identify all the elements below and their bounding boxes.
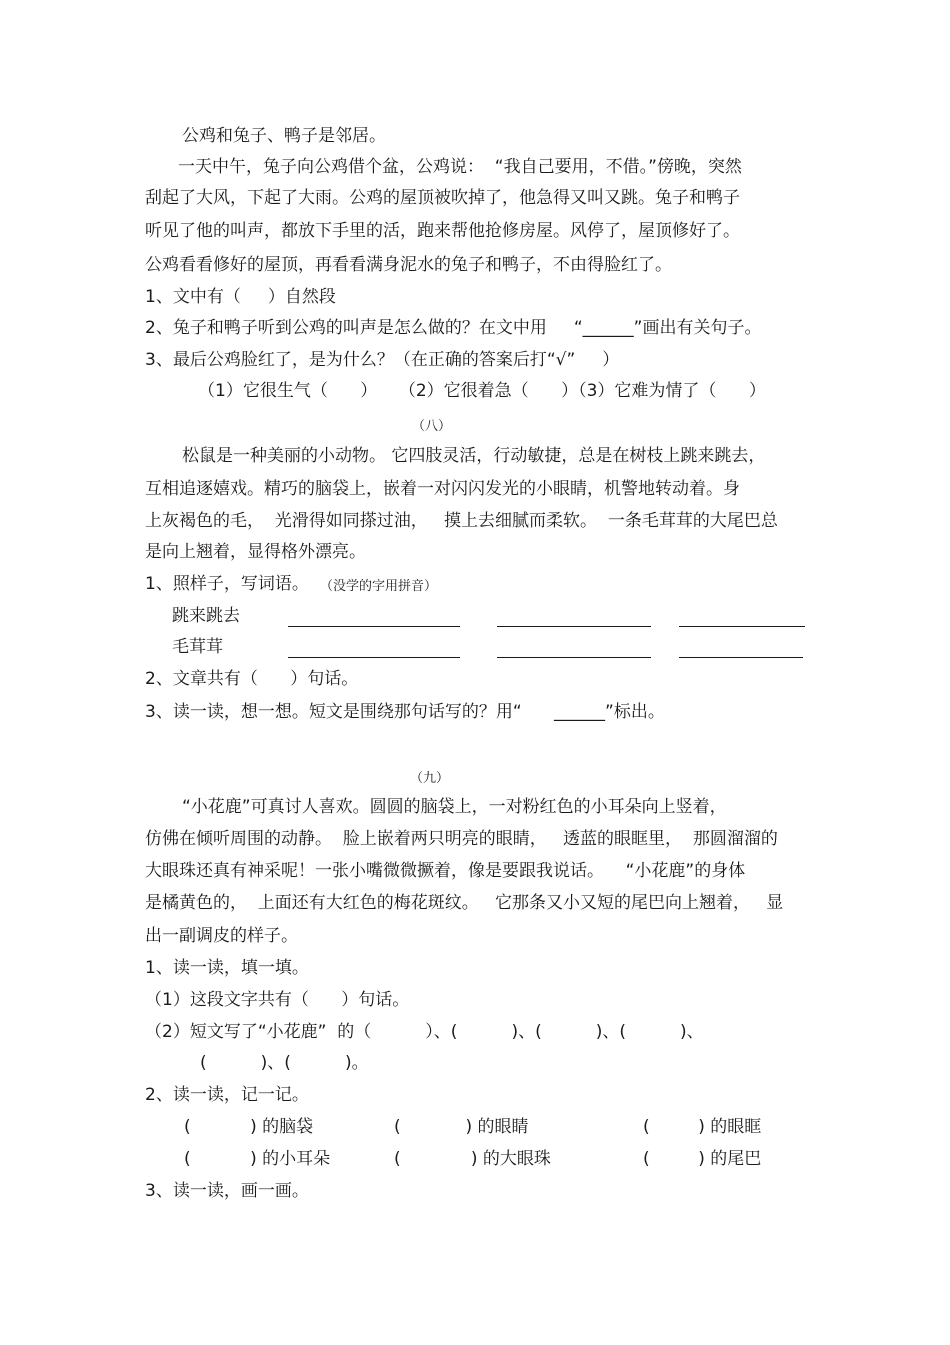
question-2: 2、读一读，记一记。 [145,1085,309,1105]
paragraph-line: 是向上翘着，显得格外漂亮。 [145,542,366,562]
paragraph-line: “小花鹿”可真讨人喜欢。圆圆的脑袋上，一对粉红色的小耳朵向上竖着， [182,797,727,817]
question-1-note: （没学的字用拼音） [320,579,438,594]
example-word: 跳来跳去 [172,606,240,626]
fill-item[interactable]: ( ) 的脑袋 [184,1117,314,1137]
question-1-1: （1）这段文字共有（ ）句话。 [145,990,410,1010]
answer-line[interactable] [679,657,803,658]
paragraph-line: 互相追逐嬉戏。精巧的脑袋上，嵌着一对闪闪发光的小眼睛，机警地转动着。身 [145,479,740,499]
section-heading: （九） [410,771,450,786]
paragraph-line: 仿佛在倾听周围的动静。 脸上嵌着两只明亮的眼睛， 透蓝的眼眶里， 那圆溜溜的 [145,829,778,849]
paragraph-line: 松鼠是一种美丽的小动物。 它四肢灵活，行动敏捷，总是在树枝上跳来跳去， [182,446,766,466]
paragraph-line: 刮起了大风，下起了大雨。公鸡的屋顶被吹掉了，他急得又叫又跳。兔子和鸭子 [145,188,740,208]
question-1-2: （2）短文写了“小花鹿” 的（ ）、( )、( )、( )、 [145,1022,704,1042]
question-3: 3、最后公鸡脸红了，是为什么？（在正确的答案后打“√” ） [145,350,620,370]
example-word: 毛茸茸 [172,637,223,657]
paragraph-line: 是橘黄色的， 上面还有大红色的梅花斑纹。 它那条又小又短的尾巴向上翘着， 显 [145,893,784,913]
paragraph-line: 上灰褐色的毛， 光滑得如同搽过油， 摸上去细腻而柔软。 一条毛茸茸的大尾巴总 [145,511,778,531]
fill-item[interactable]: ( ) 的眼眶 [643,1117,762,1137]
paragraph-line: 听见了他的叫声，都放下手里的活，跑来帮他抢修房屋。风停了，屋顶修好了。 [145,221,740,241]
paragraph-line: 出一副调皮的样子。 [145,926,298,946]
paragraph-line: 大眼珠还真有神采呢！一张小嘴微微撅着，像是要跟我说话。 “小花鹿”的身体 [145,861,746,881]
answer-line[interactable] [497,657,651,658]
paragraph-line: 一天中午，兔子向公鸡借个盆，公鸡说： “我自己要用，不借。”傍晚，突然 [178,157,742,177]
question-3-options: （1）它很生气（ ） （2）它很着急（ ）（3）它难为情了（ ） [198,381,766,401]
answer-line[interactable] [679,626,805,627]
question-1: 1、读一读，填一填。 [145,958,309,978]
answer-line[interactable] [288,626,460,627]
fill-item[interactable]: ( ) 的眼睛 [394,1117,529,1137]
fill-item[interactable]: ( ) 的大眼珠 [394,1149,551,1169]
question-2: 2、兔子和鸭子听到公鸡的叫声是怎么做的？在文中用 “______”画出有关句子。 [145,318,762,338]
answer-line[interactable] [288,657,460,658]
answer-line[interactable] [497,626,651,627]
paragraph-line: 公鸡看看修好的屋顶，再看看满身泥水的兔子和鸭子，不由得脸红了。 [145,255,672,275]
question-3: 3、读一读，画一画。 [145,1181,309,1201]
question-3: 3、读一读，想一想。短文是围绕那句话写的？用“ ______”标出。 [145,702,665,722]
question-1-2-cont: ( )、( )。 [200,1053,369,1073]
question-2: 2、文章共有（ ）句话。 [145,669,359,689]
question-1: 1、照样子，写词语。 [145,574,309,594]
section-heading: （八） [412,419,452,434]
fill-item[interactable]: ( ) 的尾巴 [643,1149,762,1169]
fill-item[interactable]: ( ) 的小耳朵 [184,1149,331,1169]
question-1: 1、文中有（ ）自然段 [145,287,336,307]
paragraph-line: 公鸡和兔子、鸭子是邻居。 [182,126,386,146]
